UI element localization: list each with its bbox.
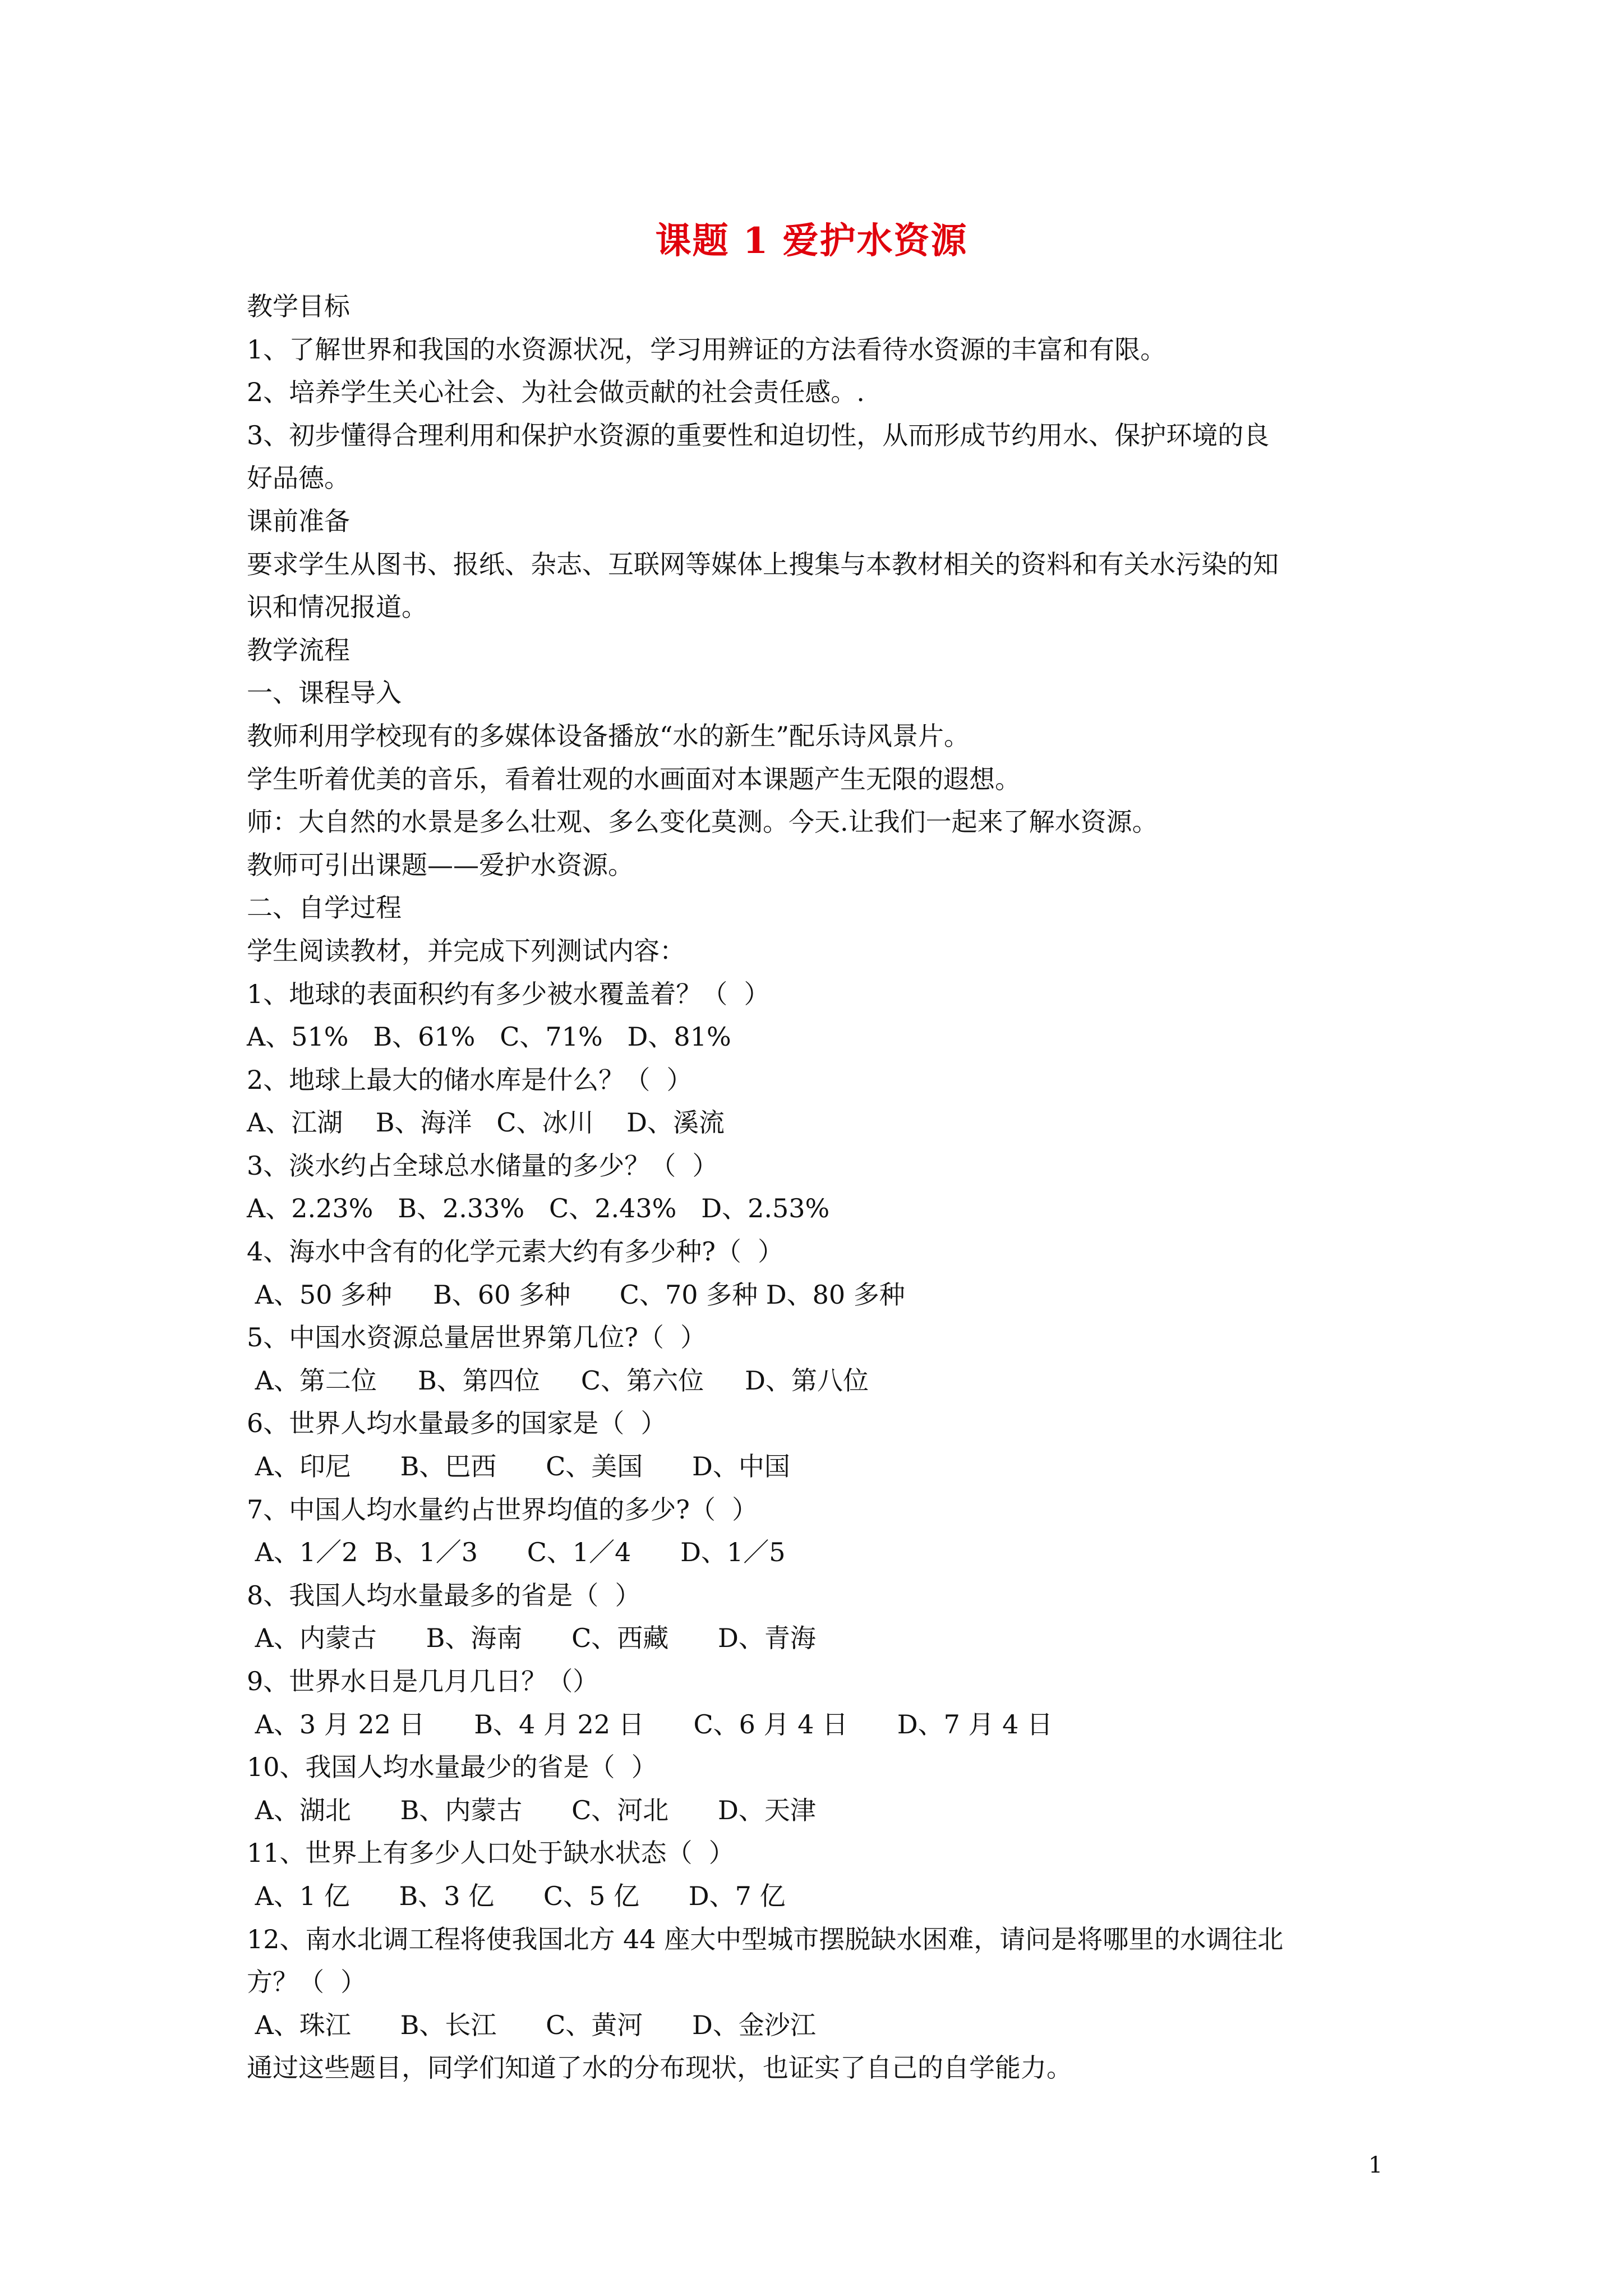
question-line: 6、世界人均水量最多的国家是（ ） [247,1408,667,1439]
question-line: 3、淡水约占全球总水储量的多少？（ ） [247,1150,718,1181]
question-line: 4、海水中含有的化学元素大约有多少种?（ ） [247,1236,784,1267]
question-line: 10、我国人均水量最少的省是（ ） [247,1752,657,1783]
section-heading-preparation: 课前准备 [247,505,350,536]
objective-item: 2、培养学生关心社会、为社会做贡献的社会责任感。. [247,377,865,408]
paragraph-line: 学生阅读教材，并完成下列测试内容： [247,935,685,966]
question-line: 5、中国水资源总量居世界第几位?（ ） [247,1322,707,1353]
objective-item-continuation: 好品德。 [247,463,350,494]
answer-options: A、1 亿 B、3 亿 C、5 亿 D、7 亿 [247,1880,786,1911]
question-line: 12、南水北调工程将使我国北方 44 座大中型城市摆脱缺水困难，请问是将哪里的水调往北 [247,1924,1284,1954]
answer-options: A、2.23% B、2.33% C、2.43% D、2.53% [247,1193,830,1224]
answer-options: A、江湖 B、海洋 C、冰川 D、溪流 [247,1107,725,1138]
answer-options: A、第二位 B、第四位 C、第六位 D、第八位 [247,1365,869,1396]
paragraph-line: 教师利用学校现有的多媒体设备播放“水的新生”配乐诗风景片。 [247,720,970,751]
paragraph-line: 教师可引出课题——爱护水资源。 [247,849,634,880]
answer-options: A、1／2 B、1／3 C、1／4 D、1／5 [247,1537,786,1568]
page-title: 课题 1 爱护水资源 [655,220,968,262]
answer-options: A、50 多种 B、60 多种 C、70 多种 D、80 多种 [247,1279,905,1310]
answer-options: A、3 月 22 日 B、4 月 22 日 C、6 月 4 日 D、7 月 4 日 [247,1709,1053,1740]
section-heading-objectives: 教学目标 [247,291,350,321]
paragraph-line: 要求学生从图书、报纸、杂志、互联网等媒体上搜集与本教材相关的资料和有关水污染的知 [247,549,1279,579]
paragraph-line: 师：大自然的水景是多么壮观、多么变化莫测。今天.让我们一起来了解水资源。 [247,807,1158,838]
question-line: 9、世界水日是几月几日？（） [247,1666,599,1696]
answer-options: A、印尼 B、巴西 C、美国 D、中国 [247,1451,790,1482]
question-line: 8、我国人均水量最多的省是（ ） [247,1580,641,1611]
question-line-continuation: 方？（ ） [247,1967,367,1998]
question-line: 11、世界上有多少人口处于缺水状态（ ） [247,1838,735,1869]
objective-item: 1、了解世界和我国的水资源状况，学习用辨证的方法看待水资源的丰富和有限。 [247,334,1166,365]
subsection-heading: 一、课程导入 [247,678,402,708]
question-line: 2、地球上最大的储水库是什么？（ ） [247,1064,693,1095]
question-line: 7、中国人均水量约占世界均值的多少?（ ） [247,1494,758,1525]
subsection-heading: 二、自学过程 [247,892,402,923]
answer-options: A、湖北 B、内蒙古 C、河北 D、天津 [247,1795,816,1825]
document-body [247,285,1402,2090]
page-number: 1 [1368,2152,1383,2178]
objective-item: 3、初步懂得合理利用和保护水资源的重要性和迫切性，从而形成节约用水、保护环境的良 [247,420,1270,450]
answer-options: A、51% B、61% C、71% D、81% [247,1022,731,1052]
paragraph-line: 通过这些题目，同学们知道了水的分布现状，也证实了自己的自学能力。 [247,2053,1072,2083]
question-line: 1、地球的表面积约有多少被水覆盖着？（ ） [247,978,770,1009]
answer-options: A、内蒙古 B、海南 C、西藏 D、青海 [247,1623,816,1654]
paragraph-line: 识和情况报道。 [247,592,427,623]
section-heading-process: 教学流程 [247,634,350,665]
paragraph-line: 学生听着优美的音乐，看着壮观的水画面对本课题产生无限的遐想。 [247,763,1021,794]
answer-options: A、珠江 B、长江 C、黄河 D、金沙江 [247,2009,816,2040]
